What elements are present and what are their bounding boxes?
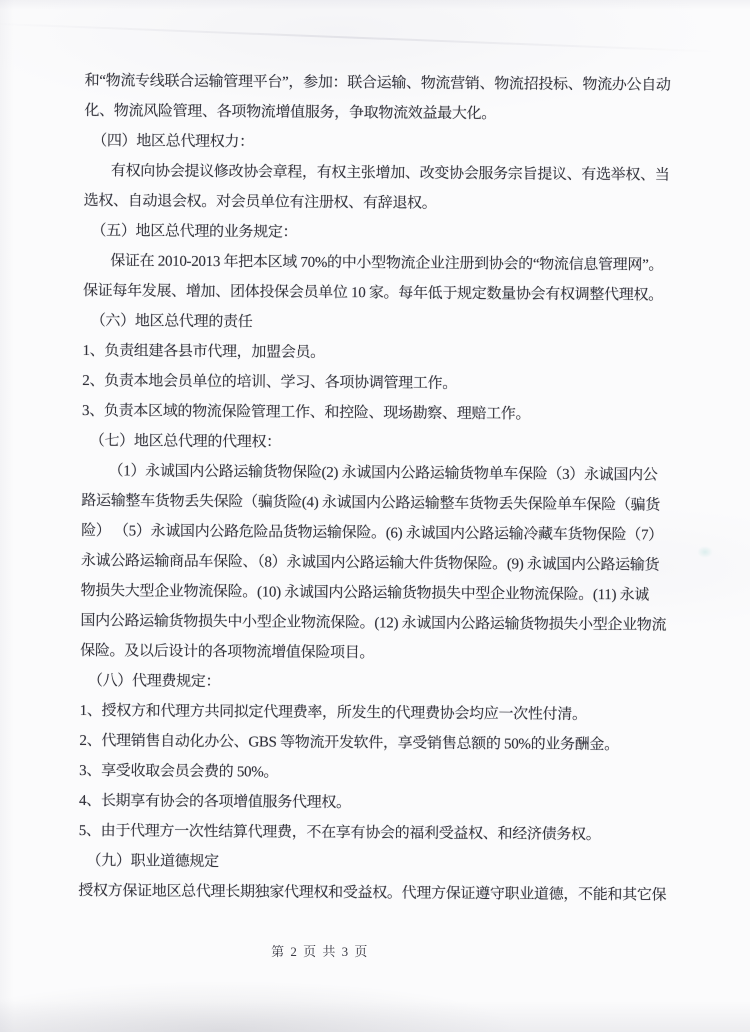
text-line: 国内公路运输货物损失中小型企业物流保险。(12) 永诚国内公路运输货物损失小型企业物流 xyxy=(80,613,667,634)
text-line: 1、授权方和代理方共同拟定代理费率，所发生的代理费协会均应一次性付清。 xyxy=(79,703,587,723)
text-line: 保证在 2010-2013 年把本区域 70%的中小型物流企业注册到协会的“物流信息管理网”。 xyxy=(110,253,664,274)
text-line: （八）代理费规定： xyxy=(87,673,221,691)
text-line: 3、享受收取会员会费的 50%。 xyxy=(79,763,279,781)
text-line: 险） （5）永诚国内公路危险品货物运输保险。(6) 永诚国内公路运输冷藏车货物保险（7） xyxy=(81,523,663,544)
text-line: 保险。及以后设计的各项物流增值保险项目。 xyxy=(80,643,375,662)
text-line: （六）地区总代理的责任 xyxy=(90,313,253,331)
text-line: 3、负责本区域的物流保险管理工作、和控险、现场勘察、理赔工作。 xyxy=(81,403,531,423)
text-line: 路运输整车货物丢失保险（骗货险(4) 永诚国内公路运输整车货物丢失保险单车保险（骗货 xyxy=(81,493,661,514)
text-line: 2、代理销售自动化办公、GBS 等物流开发软件，享受销售总额的 50%的业务酬金。 xyxy=(79,733,619,754)
text-line: 化、物流风险管理、各项物流增值服务，争取物流效益最大化。 xyxy=(84,103,497,123)
document-body xyxy=(78,66,685,911)
text-line: （九）职业道德规定 xyxy=(86,853,219,871)
text-line: 永诚公路运输商品车保险、（8）永诚国内公路运输大件货物保险。(9) 永诚国内公路运输货 xyxy=(80,553,660,574)
text-line: 有权向协会提议修改协会章程，有权主张增加、改变协会服务宗旨提议、有选举权、当 xyxy=(110,163,670,184)
text-line: 2、负责本地会员单位的培训、学习、各项协调管理工作。 xyxy=(82,373,458,392)
text-line: 5、由于代理方一次性结算代理费，不在享有协会的福利受益权、和经济债务权。 xyxy=(78,823,601,844)
text-line: 1、负责组建各县市代理，加盟会员。 xyxy=(82,343,325,361)
page-number-footer: 第 2 页 共 3 页 xyxy=(271,944,369,959)
text-line: 和“物流专线联合运输管理平台”，参加：联合运输、物流营销、物流招投标、物流办公自动 xyxy=(84,73,671,94)
text-line: （七）地区总代理的代理权： xyxy=(89,433,281,451)
text-line: 授权方保证地区总代理长期独家代理权和受益权。代理方保证遵守职业道德，不能和其它保 xyxy=(78,883,667,904)
paper-crease xyxy=(0,22,750,55)
text-line: 4、长期享有协会的各项增值服务代理权。 xyxy=(78,793,351,812)
text-line: 保证每年发展、增加、团体投保会员单位 10 家。每年低于规定数量协会有权调整代理权。 xyxy=(82,283,663,304)
text-line: 选权、自动退会权。对会员单位有注册权、有辞退权。 xyxy=(83,193,437,212)
text-line: （五）地区总代理的业务规定： xyxy=(91,223,298,241)
text-line: （1）永诚国内公路运输货物保险(2) 永诚国内公路运输货物单车保险（3）永诚国内公 xyxy=(108,463,658,484)
text-line: （四）地区总代理权力： xyxy=(92,133,254,151)
scan-artifact-smudge xyxy=(697,546,713,558)
text-line: 物损失大型企业物流保险。(10) 永诚国内公路运输货物损失中型企业物流保险。(11) 永诚 xyxy=(80,583,650,604)
document-lines xyxy=(78,66,685,911)
